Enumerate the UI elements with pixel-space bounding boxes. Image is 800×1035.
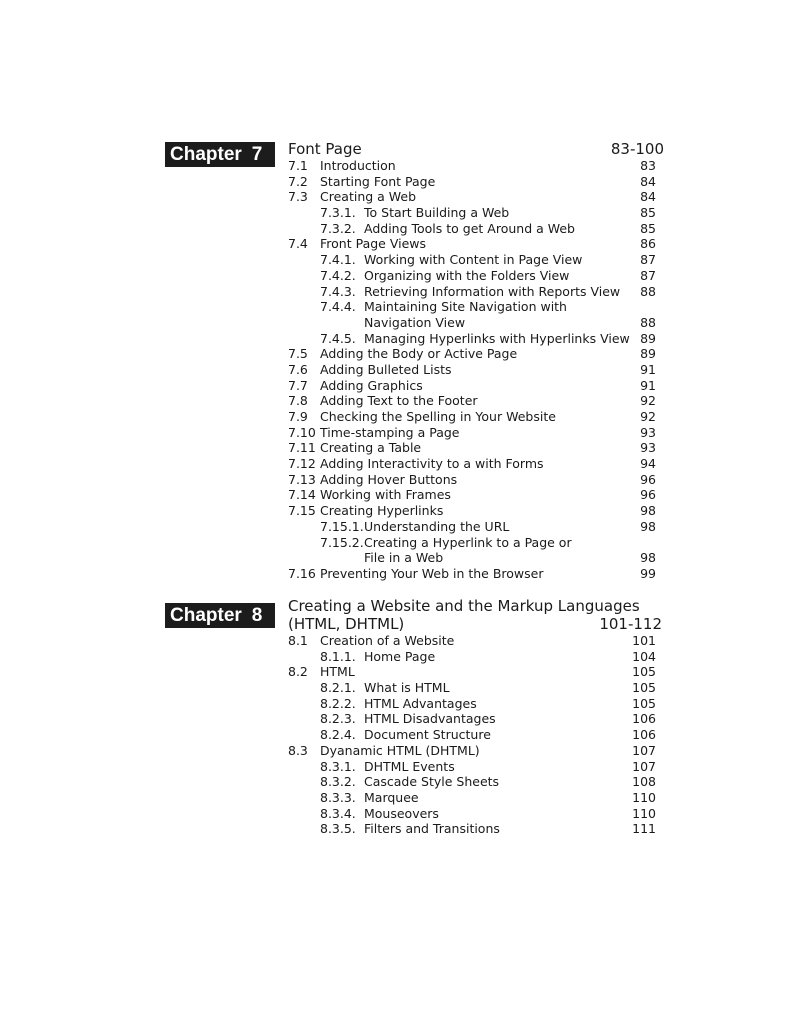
toc-entry (288, 252, 664, 268)
toc-entry-title: Creating a Table (320, 440, 422, 456)
chapter-title: (HTML, DHTML) (288, 615, 405, 633)
toc-entry-title: Mouseovers (364, 805, 439, 821)
chapter-label (165, 142, 275, 167)
toc-entry-page: 98 (640, 518, 656, 534)
toc-entry-title: Creating Hyperlinks (320, 503, 444, 519)
chapter-label-word: Chapter (170, 144, 242, 165)
toc-entry-page: 105 (632, 680, 656, 696)
toc-entry (288, 759, 664, 775)
toc-entry (288, 174, 664, 190)
toc-entry-title: Marquee (364, 789, 419, 805)
toc-entry-title: To Start Building a Web (364, 205, 510, 221)
toc-entry-page: 110 (632, 789, 656, 805)
toc-entry-number: 7.13 (288, 471, 316, 487)
toc-entry-number: 7.3.1. (320, 205, 356, 221)
toc-entry-title: Adding Tools to get Around a Web (364, 220, 575, 236)
chapter-label (165, 603, 275, 628)
toc-entry-title: Document Structure (364, 727, 491, 743)
toc-entry-title: Time-stamping a Page (320, 424, 460, 440)
toc-entry-number: 8.3.2. (320, 774, 356, 790)
toc-entry (288, 806, 664, 822)
chapter-title: Font Page (288, 140, 362, 158)
toc-entry (288, 711, 664, 727)
toc-entry-page: 107 (632, 742, 656, 758)
toc-entry-title: Preventing Your Web in the Browser (320, 565, 544, 581)
toc-entry-title: Adding Text to the Footer (320, 393, 478, 409)
toc-entry-title: HTML Disadvantages (364, 711, 496, 727)
toc-entry-title: Creation of a Website (320, 633, 455, 648)
toc-entry-title: Managing Hyperlinks with Hyperlinks View (364, 330, 630, 346)
toc-entry-title: Starting Font Page (320, 173, 436, 189)
chapter-label-word: Chapter (170, 605, 242, 626)
toc-entry-page: 84 (640, 173, 656, 189)
toc-entry (288, 393, 664, 409)
toc-entry (288, 284, 664, 300)
toc-entry (288, 409, 664, 425)
toc-entry-number: 7.5 (288, 346, 308, 362)
toc-entry-number: 7.15.2. (320, 534, 364, 550)
toc-entry-page: 85 (640, 205, 656, 221)
chapter-title-line1: Creating a Website and the Markup Languages (288, 597, 640, 615)
toc-entry-title: Adding the Body or Active Page (320, 346, 518, 362)
toc-entry-title: Introduction (320, 158, 396, 173)
toc-entry-number: 8.2 (288, 664, 308, 680)
toc-entry-page: 101 (632, 633, 656, 648)
toc-entry-number: 7.12 (288, 456, 316, 472)
toc-entry (288, 440, 664, 456)
toc-entry (288, 774, 664, 790)
toc-entry-number: 8.2.2. (320, 695, 356, 711)
toc-entry-page: 93 (640, 424, 656, 440)
toc-entry-title: Maintaining Site Navigation with (364, 299, 567, 315)
toc-entry-page: 91 (640, 377, 656, 393)
toc-entry-title: Adding Bulleted Lists (320, 361, 452, 377)
toc-entry-page: 87 (640, 252, 656, 268)
chapter-title-row-2 (288, 615, 662, 633)
toc-entry-number: 8.2.3. (320, 711, 356, 727)
toc-entry-number: 7.6 (288, 361, 308, 377)
toc-entry (288, 205, 664, 221)
toc-entry-page: 96 (640, 471, 656, 487)
toc-entry (288, 503, 664, 519)
toc-entry-number: 7.7 (288, 377, 308, 393)
toc-entry-number: 7.4 (288, 236, 308, 252)
toc-entry-page: 93 (640, 440, 656, 456)
toc-entry-number: 8.3 (288, 742, 308, 758)
toc-entry-page: 88 (640, 314, 656, 330)
toc-entry-page: 91 (640, 361, 656, 377)
toc-entry-list (288, 158, 664, 582)
toc-entry-page: 89 (640, 346, 656, 362)
toc-entry-title: Home Page (364, 648, 436, 664)
toc-entry (288, 299, 664, 315)
toc-entry-title: Working with Frames (320, 487, 451, 503)
toc-entry-page: 110 (632, 805, 656, 821)
toc-entry-page: 84 (640, 189, 656, 205)
toc-entry-number: 7.2 (288, 173, 308, 189)
toc-entry-page: 98 (640, 503, 656, 519)
toc-entry (288, 158, 664, 174)
toc-entry-number: 8.3.1. (320, 758, 356, 774)
chapter-label-number: 7 (251, 144, 263, 165)
toc-entry-page: 92 (640, 409, 656, 424)
toc-entry (288, 566, 664, 582)
toc-entry-page: 99 (640, 565, 656, 581)
toc-entry-title: File in a Web (364, 550, 444, 566)
toc-entry-page: 85 (640, 220, 656, 236)
toc-entry-number: 7.4.4. (320, 299, 356, 315)
toc-entry-title: Creating a Web (320, 189, 417, 205)
toc-entry-number: 7.8 (288, 393, 308, 409)
toc-entry-page: 87 (640, 267, 656, 283)
toc-entry-number: 7.9 (288, 409, 308, 424)
toc-entry-title: Adding Interactivity to a with Forms (320, 456, 544, 472)
chapter-page-range: 83-100 (610, 140, 664, 158)
toc-entry-title: Dyanamic HTML (DHTML) (320, 742, 480, 758)
toc-entry-page: 92 (640, 393, 656, 409)
chapter-label-number: 8 (251, 605, 263, 626)
toc-entry (288, 519, 664, 535)
toc-entry-title: Adding Graphics (320, 377, 423, 393)
toc-entry-number: 8.1.1. (320, 648, 356, 664)
toc-entry-title: HTML Advantages (364, 695, 477, 711)
toc-entry-number: 7.4.3. (320, 283, 356, 299)
toc-entry (288, 378, 664, 394)
toc-entry-title: Creating a Hyperlink to a Page or (364, 534, 572, 550)
toc-entry (288, 456, 664, 472)
toc-entry-page: 96 (640, 487, 656, 503)
toc-entry-title: What is HTML (364, 680, 450, 696)
toc-entry (288, 487, 664, 503)
toc-entry-page: 94 (640, 456, 656, 472)
toc-entry (288, 472, 664, 488)
toc-entry (288, 680, 664, 696)
toc-entry-page: 106 (632, 727, 656, 743)
toc-entry-title: Cascade Style Sheets (364, 774, 500, 790)
toc-entry-number: 7.4.2. (320, 267, 356, 283)
toc-entry (288, 236, 664, 252)
toc-entry (288, 189, 664, 205)
toc-entry (288, 743, 664, 759)
toc-entry (288, 664, 664, 680)
toc-entry-number: 7.15 (288, 503, 316, 519)
toc-entry-title: HTML (320, 664, 355, 680)
toc-entry-number: 7.4.1. (320, 252, 356, 268)
toc-entry-page: 105 (632, 664, 656, 680)
chapter-page-range: 101-112 (599, 615, 662, 633)
toc-entry (288, 362, 664, 378)
toc-entry (288, 633, 664, 649)
toc-entry-title: DHTML Events (364, 758, 455, 774)
toc-entry (288, 535, 664, 551)
toc-entry-number: 7.16 (288, 565, 316, 581)
toc-entry-page: 108 (632, 774, 656, 790)
chapter-toc (288, 140, 664, 582)
toc-entry-page: 98 (640, 550, 656, 566)
toc-entry-number: 8.3.4. (320, 805, 356, 821)
toc-entry-page: 86 (640, 236, 656, 252)
toc-entry-title: Navigation View (364, 314, 466, 330)
toc-entry-title: Adding Hover Buttons (320, 471, 458, 487)
toc-entry-number: 8.3.3. (320, 789, 356, 805)
toc-entry (288, 315, 664, 331)
toc-entry-number: 7.3 (288, 189, 308, 205)
toc-entry-list (288, 633, 664, 837)
toc-entry-number: 8.2.1. (320, 680, 356, 696)
toc-entry-page: 111 (632, 821, 656, 837)
toc-entry-number: 7.11 (288, 440, 316, 456)
toc-entry-title: Retrieving Information with Reports View (364, 283, 621, 299)
toc-entry (288, 821, 664, 837)
toc-entry-title: Checking the Spelling in Your Website (320, 409, 556, 424)
toc-entry-number: 7.15.1. (320, 518, 364, 534)
toc-entry-number: 7.4.5. (320, 330, 356, 346)
toc-entry-number: 7.14 (288, 487, 316, 503)
toc-entry (288, 331, 664, 347)
toc-entry (288, 727, 664, 743)
toc-entry-title: Understanding the URL (364, 518, 510, 534)
toc-entry-page: 89 (640, 330, 656, 346)
toc-entry (288, 221, 664, 237)
toc-entry (288, 346, 664, 362)
toc-entry-page: 105 (632, 695, 656, 711)
chapter-title-row (288, 140, 664, 158)
toc-entry-number: 8.2.4. (320, 727, 356, 743)
toc-entry-page: 83 (640, 158, 656, 173)
toc-entry-title: Working with Content in Page View (364, 252, 583, 268)
chapter-title-row-1 (288, 597, 664, 615)
toc-entry-page: 107 (632, 758, 656, 774)
toc-entry-title: Organizing with the Folders View (364, 267, 570, 283)
toc-entry (288, 268, 664, 284)
toc-entry-number: 7.1 (288, 158, 308, 173)
chapter-toc (288, 597, 664, 837)
toc-entry (288, 696, 664, 712)
toc-entry (288, 425, 664, 441)
toc-entry-number: 7.3.2. (320, 220, 356, 236)
toc-entry-number: 8.3.5. (320, 821, 356, 837)
toc-entry-number: 7.10 (288, 424, 316, 440)
toc-entry (288, 649, 664, 665)
toc-entry-title: Front Page Views (320, 236, 426, 252)
toc-entry (288, 550, 664, 566)
toc-entry-page: 88 (640, 283, 656, 299)
toc-entry-title: Filters and Transitions (364, 821, 500, 837)
toc-entry-page: 106 (632, 711, 656, 727)
toc-entry-page: 104 (632, 648, 656, 664)
toc-entry (288, 790, 664, 806)
toc-entry-number: 8.1 (288, 633, 308, 648)
